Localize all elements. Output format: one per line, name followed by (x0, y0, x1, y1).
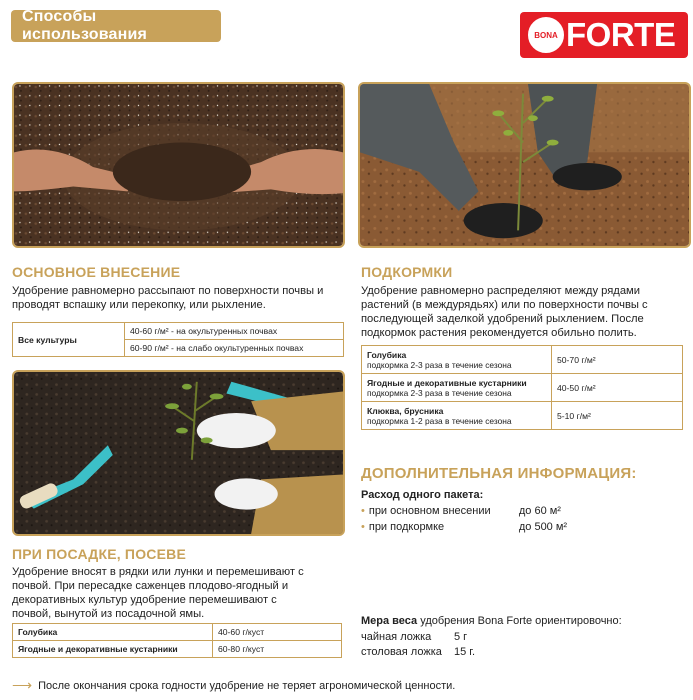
table-cell-rate: 60-80 г/куст (213, 641, 342, 658)
bullet-icon: • (361, 521, 365, 533)
list-item: • при основном внесении до 60 м² (361, 505, 561, 517)
table-cell-rate: 40-60 г/куст (213, 624, 342, 641)
main-application-text: Удобрение равномерно рассыпают по поверхности почвы и проводят вспашку или перекопку, или рыхление. (12, 285, 324, 311)
table-row (13, 641, 342, 658)
table-row (13, 624, 342, 641)
table-row (362, 346, 683, 374)
table-row (362, 402, 683, 430)
additional-info-title: ДОПОЛНИТЕЛЬНАЯ ИНФОРМАЦИЯ: (361, 465, 637, 482)
table-cell-rate: 50-70 г/м² (552, 346, 683, 374)
arrow-right-icon: ⟶ (12, 677, 33, 693)
photo-soil-hands (12, 82, 345, 248)
brand-logo (520, 12, 688, 58)
table-cell-crop: Голубика подкормка 2-3 раза в течение сезона (362, 346, 552, 374)
table-row (362, 374, 683, 402)
planting-table (12, 623, 342, 658)
planting-title: ПРИ ПОСАДКЕ, ПОСЕВЕ (12, 546, 186, 562)
package-usage-subtitle: Расход одного пакета: (361, 489, 484, 501)
table-cell-rate: 5-10 г/м² (552, 402, 683, 430)
table-cell-rate: 60-90 г/м² - на слабо окультуренных почвах (125, 340, 344, 357)
section-tag: Способы использования (11, 10, 221, 42)
footer-note: ⟶ После окончания срока годности удобрение не теряет агрономической ценности. (12, 677, 456, 693)
table-cell-crop: Все культуры (13, 323, 125, 357)
table-cell-crop: Ягодные и декоративные кустарники подкормка 2-3 раза в течение сезона (362, 374, 552, 402)
list-item: столовая ложка 15 г. (361, 646, 476, 658)
photo-planting-tools (12, 370, 345, 536)
feeding-title: ПОДКОРМКИ (361, 264, 453, 280)
feeding-text: Удобрение равномерно распределяют между рядами растений (в междурядьях) или по поверхности почвы с последующей заделкой удобрений рыхлением. После подкормок растения рекомендуется обильно полить. (361, 285, 648, 339)
planting-text: Удобрение вносят в рядки или лунки и перемешивают с почвой. При пересадке саженцев плодово-ягодный и декоративных культур удобрение перемешивают с почвой, вынутой из посадочной ямы. (12, 566, 304, 620)
list-item: чайная ложка 5 г (361, 631, 468, 643)
measure-heading: Мера веса удобрения Bona Forte ориентировочно: (361, 615, 622, 627)
feeding-table (361, 345, 683, 430)
main-application-title: ОСНОВНОЕ ВНЕСЕНИЕ (12, 264, 181, 280)
table-cell-crop: Клюква, брусника подкормка 1-2 раза в течение сезона (362, 402, 552, 430)
table-cell-rate: 40-60 г/м² - на окультуренных почвах (125, 323, 344, 340)
bullet-icon: • (361, 505, 365, 517)
logo-forte-text: FORTE (566, 16, 676, 53)
table-cell-crop: Ягодные и декоративные кустарники (13, 641, 213, 658)
logo-bona-badge: BONA (528, 17, 564, 53)
main-application-table (12, 322, 344, 357)
table-cell-rate: 40-50 г/м² (552, 374, 683, 402)
list-item: • при подкормке до 500 м² (361, 521, 568, 533)
photo-planting-sapling (358, 82, 691, 248)
table-cell-crop: Голубика (13, 624, 213, 641)
